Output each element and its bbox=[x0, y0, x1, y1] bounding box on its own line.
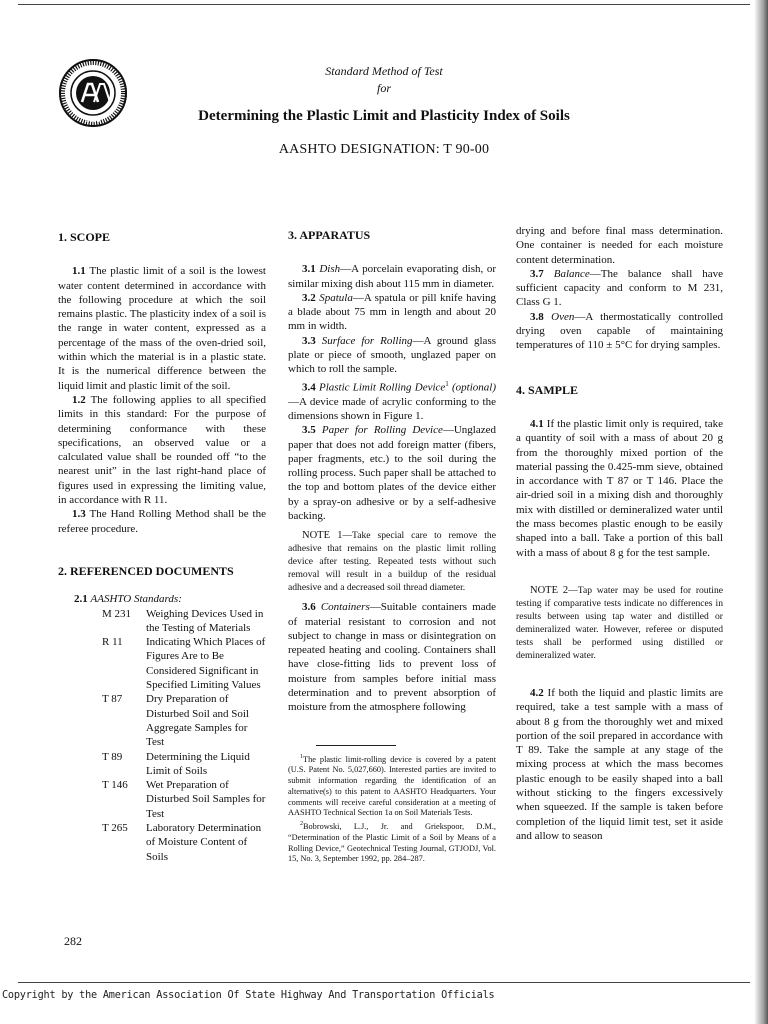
paragraph-4-2: 4.2 If both the liquid and plastic limits are required, take a test sample with a mass of about 8 g from the thoroughly wet and mixed portion of the soil prepared in accordance with T 89. Take the sample at any stage of the mixing process at which the mass becomes plastic enough to be easily shaped into a ball without sticking to the fingers excessively when squeezed. If the sample is taken before completion of the liquid limit test, set it aside and allow to season bbox=[516, 686, 724, 842]
standard-item: T 87 Dry Preparation of Disturbed Soil and Soil Aggregate Samples for Test bbox=[102, 693, 249, 749]
note-1: NOTE 1—Take special care to remove the adhesive that remains on the plastic limit rolling device after testing. Repeated tests without such removal will result in a buildup of the residual adhesive and a decreased soil thread diameter. bbox=[288, 530, 496, 594]
page-top-edge bbox=[18, 4, 750, 5]
section-sample-heading: 4. SAMPLE bbox=[516, 382, 579, 397]
aashto-standards-subheading: 2.1 AASHTO Standards: bbox=[74, 593, 182, 606]
section-scope-heading: 1. SCOPE bbox=[58, 230, 111, 244]
aashto-designation: AASHTO DESIGNATION: T 90-00 bbox=[278, 142, 490, 157]
standard-item: T 89 Determining the Liquid Limit of Soils bbox=[102, 750, 250, 777]
footnote-1: $^1$The plastic limit-rolling device is covered by a patent (U.S. Patent No. 5,027,660). Interested parties are invited to submit information regarding the identification of an alternative(s) to this patent to AASHTO Headquarters. Your comments will receive careful consideration at a meeting of AASHTO Technical Section 1a on Soil Materials Tests. bbox=[288, 753, 496, 818]
paragraph-3-4: 3.4 Plastic Limit Rolling Device$^1$ (optional)—A device made of acrylic conforming to the dimensions shown in Figure 1. bbox=[288, 379, 497, 422]
standard-item: T 146 Wet Preparation of Disturbed Soil Samples for Test bbox=[102, 779, 266, 820]
footnote-rule bbox=[316, 745, 396, 746]
page-bottom-edge bbox=[18, 982, 750, 983]
standard-item: R 11 Indicating Which Places of Figures Are to Be Considered Significant in Specified Limiting Values bbox=[102, 636, 266, 692]
document-title: Determining the Plastic Limit and Plasticity Index of Soils bbox=[198, 108, 570, 124]
footnote-2: $^2$Bobrowski, L.J., Jr. and Griekspoor, D.M., “Determination of the Plastic Limit of a Soil by Means of a Rolling Device,” Geotechnical Testing Journal, GTJODJ, Vol. 15, No. 3, September 1992, pp. 284–287. bbox=[288, 821, 496, 864]
paragraph-3-5: 3.5 Paper for Rolling Device—Unglazed paper that does not add foreign matter (fibers, paper fragments, etc.) to the soil during the rolling process. Such paper shall be attached to the top and bottom plates of the device either by a spray-on adhesive or by a self-adhesive backing. bbox=[288, 424, 497, 522]
note-2: NOTE 2—Tap water may be used for routine testing if comparative tests indicate no differences in results between using tap water and distilled or demineralized water. However, referee or disputed tests shall be performed using distilled or demineralized water. bbox=[516, 584, 723, 661]
section-apparatus-heading: 3. APPARATUS bbox=[288, 228, 371, 242]
column-middle bbox=[288, 222, 496, 865]
standard-for-line: for bbox=[376, 81, 391, 95]
paragraph-3-2: 3.2 Spatula—A spatula or pill knife having a blade about 75 mm in length and about 20 mm in width. bbox=[288, 291, 497, 333]
column-left bbox=[58, 222, 266, 864]
paragraph-4-1: 4.1 If the plastic limit only is required, take a quantity of soil with a mass of about 20 g from the thoroughly mixed portion of the material passing the 0.425-mm sieve, obtained in accordance with T 87 or T 146. Place the air-dried soil in a mixing dish and thoroughly mix with distilled or demineralized water until the mass becomes plastic enough to be easily shaped into a ball. Take a portion of this ball with a mass of about 8 g for the test sample. bbox=[516, 417, 723, 559]
paragraph-3-3: 3.3 Surface for Rolling—A ground glass plate or piece of smooth, unglazed paper on which to roll the sample. bbox=[288, 334, 496, 376]
column-right bbox=[516, 224, 723, 843]
paragraph-3-1: 3.1 Dish—A porcelain evaporating dish, or similar mixing dish about 115 mm in diameter. bbox=[288, 263, 496, 290]
paragraph-3-6-continued: drying and before final mass determination. One container is needed for each moisture content determination. bbox=[516, 225, 723, 266]
copyright-notice: Copyright by the American Association Of State Highway And Transportation Officials bbox=[2, 990, 495, 1001]
section-referenced-heading: 2. REFERENCED DOCUMENTS bbox=[58, 563, 234, 578]
paragraph-3-7: 3.7 Balance—The balance shall have sufficient capacity and conform to M 231, Class G 1. bbox=[516, 267, 724, 309]
svg-text:1914: 1914 bbox=[86, 118, 100, 124]
standard-method-line: Standard Method of Test bbox=[325, 64, 443, 78]
standard-item: M 231 Weighing Devices Used in the Testing of Materials bbox=[102, 607, 264, 634]
paragraph-1-1: 1.1 The plastic limit of a soil is the lowest water content determined in accordance with the following procedure at which the soil remains plastic. The plasticity index of a soil is the range in water content, expressed as a percentage of the mass of the oven-dried soil, within which the material is in a plastic state. It is the numerical difference between the liquid limit and plastic limit of the soil. bbox=[58, 265, 266, 392]
paragraph-3-8: 3.8 Oven—A thermostatically controlled drying oven capable of maintaining temperatures of 110 ± 5°C for drying samples. bbox=[516, 310, 723, 352]
standards-list bbox=[102, 607, 266, 864]
paragraph-3-6: 3.6 Containers—Suitable containers made of material resistant to corrosion and not subject to change in mass or disintegration on repeated heating and cooling. Containers shall have close-fitting lids to prevent loss of moisture from samples before initial mass determination and to prevent absorption of moisture from the atmosphere following bbox=[288, 601, 497, 714]
paragraph-1-3: 1.3 The Hand Rolling Method shall be the referee procedure. bbox=[58, 508, 266, 535]
paragraph-1-2: 1.2 The following applies to all specified limits in this standard: For the purpose of determining conformance with these specifications, an observed value or a calculated value shall be rounded off “to the nearest unit” in the last right-hand place of figures used in expressing the limiting value, in accordance with R 11. bbox=[58, 393, 266, 507]
page-number: 282 bbox=[64, 934, 82, 948]
standard-item: T 265 Laboratory Determination of Moisture Content of Soils bbox=[102, 821, 262, 863]
